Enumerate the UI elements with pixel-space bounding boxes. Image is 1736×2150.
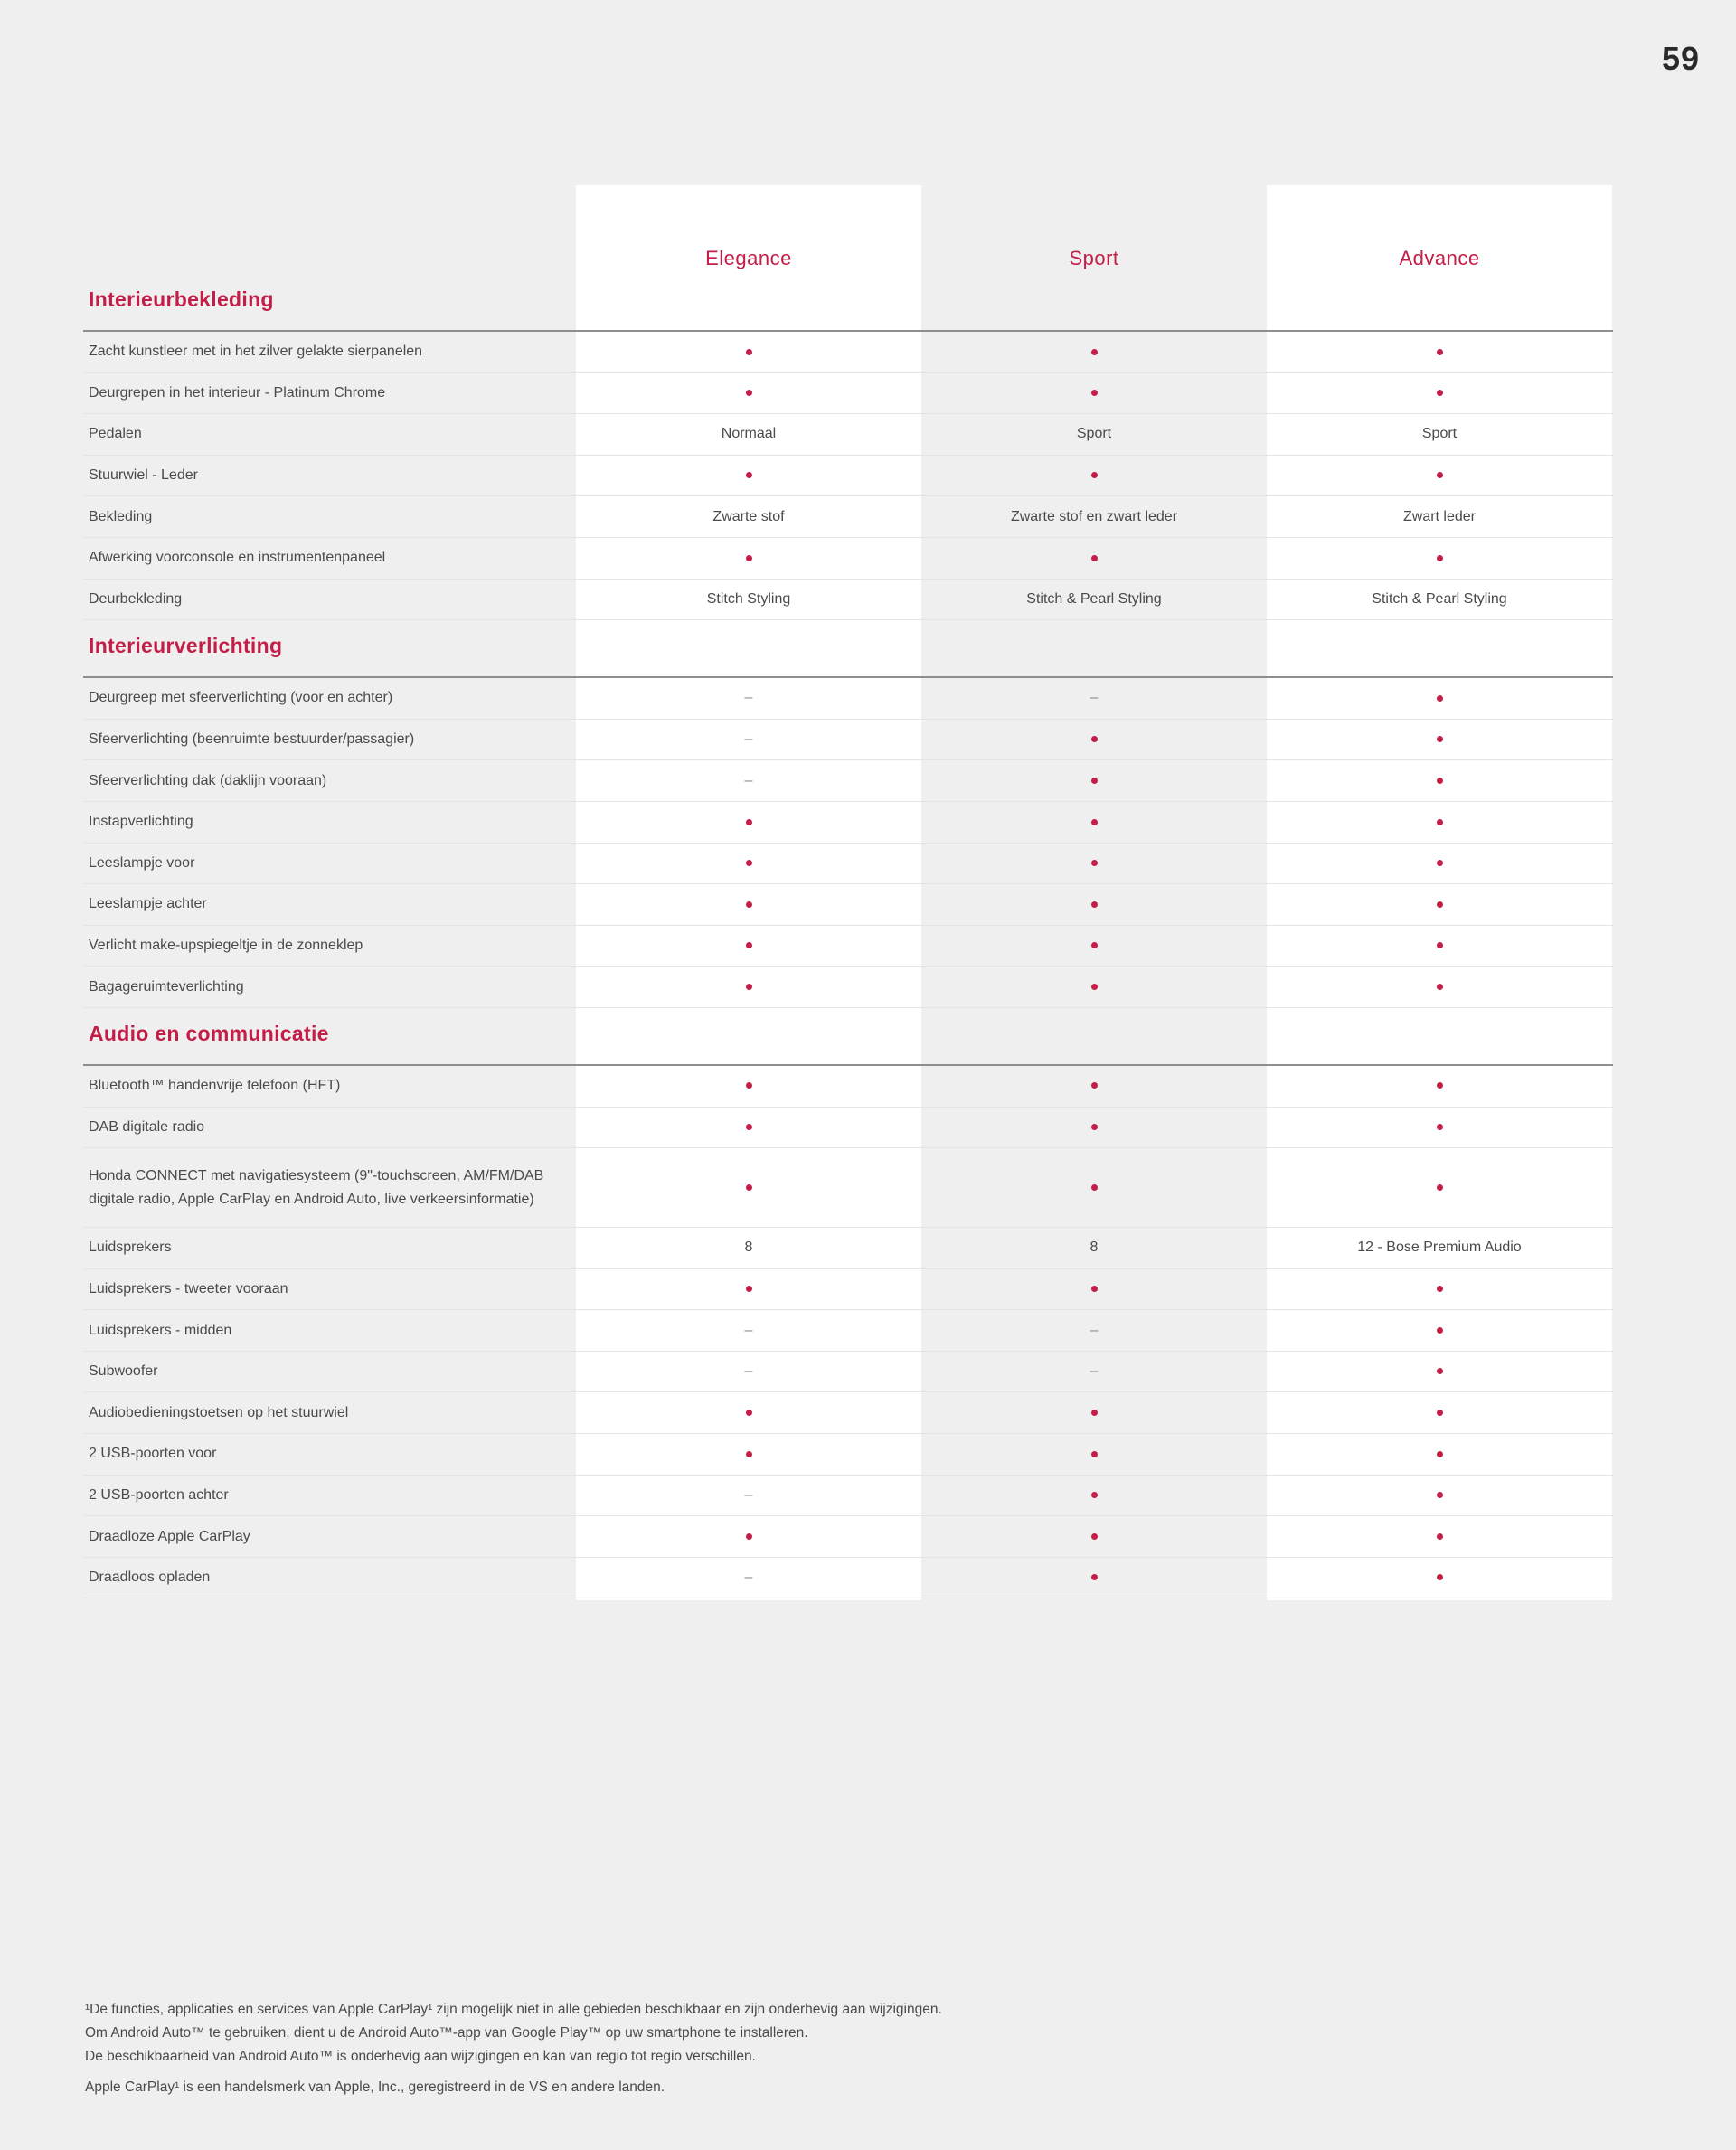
not-available-dash: – <box>744 1570 753 1586</box>
row-cell-sport <box>921 385 1267 401</box>
row-cell-sport <box>921 1323 1267 1339</box>
table-row <box>83 760 1613 802</box>
column-header-sport: Sport <box>1069 247 1119 269</box>
row-label: Afwerking voorconsole en instrumentenpaneel <box>89 550 386 566</box>
standard-dot-icon <box>1437 819 1443 825</box>
row-cell-elegance <box>576 550 921 566</box>
footnote: Om Android Auto™ te gebruiken, dient u de Android Auto™-app van Google Play™ op uw smartphone te installeren. <box>85 2025 808 2041</box>
standard-dot-icon <box>1437 1082 1443 1089</box>
standard-dot-icon <box>1091 1533 1098 1540</box>
row-cell-sport <box>921 1405 1267 1421</box>
standard-dot-icon <box>1437 984 1443 990</box>
standard-dot-icon <box>1091 472 1098 478</box>
section <box>83 1008 1613 1599</box>
table-row <box>83 1108 1613 1149</box>
row-cell-advance: Sport <box>1421 426 1458 442</box>
row-cell-elegance <box>576 385 921 401</box>
standard-dot-icon <box>1091 942 1098 948</box>
standard-dot-icon <box>746 1184 752 1191</box>
table-row <box>83 802 1613 844</box>
row-cell-elegance <box>576 1119 921 1136</box>
row-label: Draadloze Apple CarPlay <box>89 1528 250 1544</box>
row-cell-sport: Sport <box>1076 426 1112 442</box>
standard-dot-icon <box>746 942 752 948</box>
row-label: Audiobedieningstoetsen op het stuurwiel <box>89 1404 349 1420</box>
row-cell-advance <box>1267 467 1612 484</box>
row-label: Luidsprekers - tweeter vooraan <box>89 1280 288 1297</box>
standard-dot-icon <box>1091 819 1098 825</box>
row-cell-sport: 8 <box>1090 1240 1099 1256</box>
row-cell-advance <box>1267 1487 1612 1504</box>
table-row <box>83 1228 1613 1269</box>
row-cell-advance: 12 - Bose Premium Audio <box>1357 1240 1522 1256</box>
table-row <box>83 844 1613 885</box>
row-cell-elegance <box>576 773 921 789</box>
row-cell-elegance <box>576 896 921 912</box>
row-cell-elegance: 8 <box>744 1240 753 1256</box>
row-label: Sfeerverlichting dak (daklijn vooraan) <box>89 772 327 788</box>
row-cell-sport <box>921 731 1267 748</box>
standard-dot-icon <box>1091 1492 1098 1498</box>
row-cell-elegance <box>576 1281 921 1297</box>
row-cell-advance <box>1267 1405 1612 1421</box>
row-label: Pedalen <box>89 426 142 442</box>
standard-dot-icon <box>1437 390 1443 396</box>
row-cell-sport <box>921 550 1267 566</box>
standard-dot-icon <box>1091 1184 1098 1191</box>
standard-dot-icon <box>1437 1327 1443 1334</box>
standard-dot-icon <box>1437 1574 1443 1580</box>
row-cell-sport <box>921 896 1267 912</box>
section-title: Interieurbekleding <box>89 288 274 311</box>
row-label: Bagageruimteverlichting <box>89 978 244 995</box>
standard-dot-icon <box>1437 695 1443 702</box>
row-label: Subwoofer <box>89 1363 158 1380</box>
standard-dot-icon <box>746 1451 752 1457</box>
row-label: Honda CONNECT met navigatiesysteem (9"-touchscreen, AM/FM/DAB digitale radio, Apple CarPlay en Android Auto, live verkeersinformatie) <box>89 1167 544 1207</box>
standard-dot-icon <box>1437 349 1443 355</box>
footnotes <box>85 1998 1351 2099</box>
row-cell-sport <box>921 1078 1267 1094</box>
row-cell-advance <box>1267 1363 1612 1380</box>
not-available-dash: – <box>744 1322 753 1338</box>
standard-dot-icon <box>1437 1184 1443 1191</box>
row-label: Bluetooth™ handenvrije telefoon (HFT) <box>89 1078 341 1094</box>
row-label: Deurbekleding <box>89 590 183 607</box>
table-row <box>83 1516 1613 1558</box>
section-title: Interieurverlichting <box>89 634 283 658</box>
standard-dot-icon <box>1437 778 1443 784</box>
row-cell-sport <box>921 979 1267 995</box>
row-cell-sport: Stitch & Pearl Styling <box>1026 590 1162 607</box>
standard-dot-icon <box>1091 390 1098 396</box>
row-cell-elegance: Stitch Styling <box>706 590 791 607</box>
table-row <box>83 720 1613 761</box>
row-cell-sport <box>921 1446 1267 1462</box>
row-cell-sport <box>921 1281 1267 1297</box>
table-row <box>83 678 1613 720</box>
standard-dot-icon <box>1437 1368 1443 1374</box>
row-cell-advance <box>1267 773 1612 789</box>
not-available-dash: – <box>744 731 753 748</box>
row-cell-elegance <box>576 855 921 872</box>
row-cell-sport <box>921 1487 1267 1504</box>
table-row <box>83 414 1613 456</box>
row-cell-sport <box>921 938 1267 954</box>
row-cell-sport <box>921 1529 1267 1545</box>
row-label: Verlicht make-upspiegeltje in de zonneklep <box>89 938 363 954</box>
standard-dot-icon <box>1091 860 1098 866</box>
row-cell-sport <box>921 814 1267 830</box>
row-cell-advance <box>1267 1078 1612 1094</box>
standard-dot-icon <box>1091 901 1098 908</box>
footnote: De beschikbaarheid van Android Auto™ is onderhevig aan wijzigingen en kan van regio tot regio verschillen. <box>85 2049 756 2064</box>
table-row <box>83 926 1613 967</box>
standard-dot-icon <box>1091 778 1098 784</box>
table-row <box>83 1269 1613 1311</box>
standard-dot-icon <box>746 1286 752 1292</box>
row-label: Draadloos opladen <box>89 1570 211 1586</box>
table-row <box>83 1310 1613 1352</box>
table-row <box>83 1434 1613 1476</box>
row-cell-elegance <box>576 1180 921 1196</box>
row-label: 2 USB-poorten achter <box>89 1486 229 1503</box>
row-cell-sport <box>921 1119 1267 1136</box>
row-cell-advance <box>1267 550 1612 566</box>
table-row <box>83 1066 1613 1108</box>
standard-dot-icon <box>1437 860 1443 866</box>
row-cell-advance <box>1267 690 1612 706</box>
row-cell-elegance <box>576 814 921 830</box>
not-available-dash: – <box>744 1363 753 1380</box>
row-cell-elegance <box>576 690 921 706</box>
table-row <box>83 967 1613 1008</box>
table-row <box>83 1352 1613 1393</box>
standard-dot-icon <box>1091 736 1098 742</box>
row-cell-advance: Stitch & Pearl Styling <box>1372 590 1507 607</box>
table-row <box>83 456 1613 497</box>
standard-dot-icon <box>746 349 752 355</box>
standard-dot-icon <box>746 472 752 478</box>
row-cell-sport <box>921 773 1267 789</box>
standard-dot-icon <box>1091 1286 1098 1292</box>
row-cell-sport <box>921 467 1267 484</box>
row-cell-sport: Zwarte stof en zwart leder <box>1010 508 1178 524</box>
standard-dot-icon <box>1437 472 1443 478</box>
row-label: Deurgreep met sfeerverlichting (voor en achter) <box>89 690 393 706</box>
section-title: Audio en communicatie <box>89 1021 329 1045</box>
row-cell-sport <box>921 690 1267 706</box>
standard-dot-icon <box>746 1410 752 1416</box>
standard-dot-icon <box>1091 1410 1098 1416</box>
row-label: Sfeerverlichting (beenruimte bestuurder/passagier) <box>89 731 415 748</box>
row-cell-advance <box>1267 731 1612 748</box>
standard-dot-icon <box>746 901 752 908</box>
row-cell-elegance <box>576 938 921 954</box>
row-label: Stuurwiel - Leder <box>89 467 198 484</box>
row-cell-elegance <box>576 467 921 484</box>
standard-dot-icon <box>1437 901 1443 908</box>
row-cell-elegance: Normaal <box>721 426 777 442</box>
section-header <box>83 620 1613 678</box>
row-cell-advance <box>1267 1180 1612 1196</box>
row-cell-advance <box>1267 855 1612 872</box>
row-cell-elegance <box>576 1405 921 1421</box>
standard-dot-icon <box>746 984 752 990</box>
row-cell-sport <box>921 1570 1267 1586</box>
row-cell-advance <box>1267 1446 1612 1462</box>
page-number: 59 <box>1661 40 1700 77</box>
not-available-dash: – <box>744 772 753 788</box>
table-row <box>83 1476 1613 1517</box>
standard-dot-icon <box>1437 1286 1443 1292</box>
table-row <box>83 538 1613 580</box>
table-row <box>83 580 1613 621</box>
not-available-dash: – <box>1090 1322 1099 1338</box>
standard-dot-icon <box>1091 1574 1098 1580</box>
row-label: Luidsprekers - midden <box>89 1322 232 1338</box>
standard-dot-icon <box>746 555 752 561</box>
row-cell-advance <box>1267 344 1612 360</box>
row-label: Bekleding <box>89 508 153 524</box>
row-label: Instapverlichting <box>89 814 193 830</box>
row-cell-elegance <box>576 979 921 995</box>
row-cell-advance <box>1267 1281 1612 1297</box>
standard-dot-icon <box>746 1533 752 1540</box>
row-label: DAB digitale radio <box>89 1118 205 1135</box>
standard-dot-icon <box>1091 555 1098 561</box>
standard-dot-icon <box>1091 1082 1098 1089</box>
sections-container <box>83 330 1613 1598</box>
standard-dot-icon <box>746 860 752 866</box>
standard-dot-icon <box>1437 555 1443 561</box>
standard-dot-icon <box>1091 1451 1098 1457</box>
table-row <box>83 1148 1613 1228</box>
row-cell-advance <box>1267 896 1612 912</box>
column-header-advance: Advance <box>1399 247 1480 269</box>
row-label: Leeslampje achter <box>89 896 207 912</box>
row-cell-advance: Zwart leder <box>1402 508 1477 524</box>
row-cell-elegance <box>576 344 921 360</box>
row-cell-advance <box>1267 1570 1612 1586</box>
row-cell-sport <box>921 344 1267 360</box>
column-header-row <box>83 185 1613 330</box>
table-row <box>83 1558 1613 1599</box>
row-cell-advance <box>1267 938 1612 954</box>
spec-table <box>83 185 1613 1598</box>
standard-dot-icon <box>1437 1533 1443 1540</box>
row-cell-advance <box>1267 1323 1612 1339</box>
row-cell-elegance <box>576 1363 921 1380</box>
footnote: ¹De functies, applicaties en services van Apple CarPlay¹ zijn mogelijk niet in alle gebieden beschikbaar en zijn onderhevig aan wijzigingen. <box>85 2002 942 2017</box>
footnote: Apple CarPlay¹ is een handelsmerk van Apple, Inc., geregistreerd in de VS en andere landen. <box>85 2079 665 2095</box>
standard-dot-icon <box>746 1082 752 1089</box>
row-label: Deurgrepen in het interieur - Platinum Chrome <box>89 384 386 401</box>
not-available-dash: – <box>744 1486 753 1503</box>
table-row <box>83 884 1613 926</box>
row-cell-elegance <box>576 731 921 748</box>
table-row <box>83 1392 1613 1434</box>
standard-dot-icon <box>746 819 752 825</box>
section <box>83 330 1613 620</box>
section-header <box>83 1008 1613 1066</box>
standard-dot-icon <box>746 390 752 396</box>
row-cell-sport <box>921 1180 1267 1196</box>
row-label: Luidsprekers <box>89 1240 172 1256</box>
row-label: 2 USB-poorten voor <box>89 1446 217 1462</box>
row-cell-advance <box>1267 385 1612 401</box>
row-cell-sport <box>921 855 1267 872</box>
row-cell-elegance <box>576 1446 921 1462</box>
standard-dot-icon <box>1091 984 1098 990</box>
standard-dot-icon <box>1437 1451 1443 1457</box>
row-cell-sport <box>921 1363 1267 1380</box>
not-available-dash: – <box>744 690 753 706</box>
not-available-dash: – <box>1090 1363 1099 1380</box>
row-cell-elegance <box>576 1529 921 1545</box>
standard-dot-icon <box>746 1124 752 1130</box>
standard-dot-icon <box>1437 1410 1443 1416</box>
row-cell-elegance <box>576 1323 921 1339</box>
row-cell-elegance <box>576 1487 921 1504</box>
row-cell-advance <box>1267 979 1612 995</box>
row-cell-advance <box>1267 1119 1612 1136</box>
standard-dot-icon <box>1091 349 1098 355</box>
row-label: Zacht kunstleer met in het zilver gelakte sierpanelen <box>89 344 423 360</box>
standard-dot-icon <box>1437 942 1443 948</box>
standard-dot-icon <box>1437 736 1443 742</box>
section <box>83 620 1613 1008</box>
table-row <box>83 332 1613 373</box>
row-cell-advance <box>1267 814 1612 830</box>
row-cell-elegance <box>576 1570 921 1586</box>
standard-dot-icon <box>1091 1124 1098 1130</box>
standard-dot-icon <box>1437 1124 1443 1130</box>
column-header-elegance: Elegance <box>705 247 792 269</box>
row-label: Leeslampje voor <box>89 854 195 871</box>
table-row <box>83 373 1613 415</box>
row-cell-elegance: Zwarte stof <box>712 508 785 524</box>
standard-dot-icon <box>1437 1492 1443 1498</box>
row-cell-advance <box>1267 1529 1612 1545</box>
not-available-dash: – <box>1090 690 1099 706</box>
row-cell-elegance <box>576 1078 921 1094</box>
table-row <box>83 496 1613 538</box>
